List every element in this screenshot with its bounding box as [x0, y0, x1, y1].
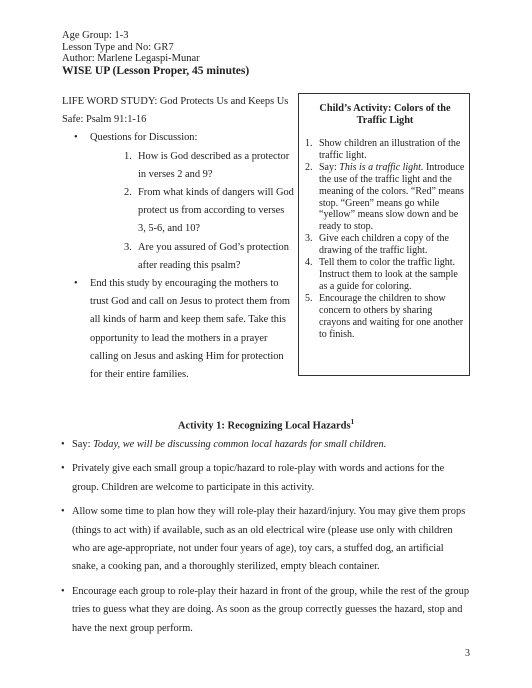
document-header — [62, 30, 249, 78]
question-item: 3. Are you assured of God’s protection after reading this psalm? — [124, 241, 289, 271]
questions-list — [90, 148, 294, 275]
activity1-list — [62, 436, 470, 644]
childs-activity-title: Child’s Activity: Colors of the Traffic Light — [319, 103, 451, 126]
step-item: 1. Show children an illustration of the traffic light. — [305, 138, 461, 161]
life-word-study — [62, 93, 294, 384]
questions-label: Questions for Discussion: — [90, 132, 198, 144]
closing-bullet: • End this study by encouraging the mothers to trust God and call on Jesus to protect them from all kinds of harm and keep them safe. Take this opportunity to lead the mothers in a prayer calling on Jesus and asking Him for protection for their entire families. — [62, 275, 294, 384]
activity1-title: Activity 1: Recognizing Local Hazards$^1$ — [177, 418, 355, 432]
step-item: 3. Give each children a copy of the drawing of the traffic light. — [305, 233, 449, 257]
questions-bullet — [62, 129, 294, 275]
step-item: 5. Encourage the children to show concern to others by sharing crayons and waiting for one another to finish. — [305, 292, 464, 340]
step-item: 4. Tell them to color the traffic light. Instruct them to look at the sample as a guide for coloring. — [305, 257, 458, 292]
footnote-mark: 1 — [350, 418, 355, 426]
page-number: 3 — [465, 648, 470, 659]
activity1-item: • Say: Today, we will be discussing common local hazards for small children. — [62, 436, 470, 454]
life-word-intro: LIFE WORD STUDY: God Protects Us and Keeps Us Safe: Psalm 91:1-16 — [62, 96, 289, 126]
age-group: Age Group: 1-3 — [62, 30, 129, 41]
author: Author: Marlene Legaspi-Munar — [62, 53, 200, 64]
activity1-item: • Privately give each small group a topic/hazard to role-play with words and actions for the group. Children are welcome to participate in this activity. — [62, 460, 470, 497]
lesson-type: Lesson Type and No: GR7 — [62, 41, 174, 53]
activity1-item: • Encourage each group to role-play their hazard in front of the group, while the rest of the group tries to guess what they are doing. As soon as the group correctly guesses the hazard, stop and have the next group perform. — [62, 583, 470, 638]
activity1-item: • Allow some time to plan how they will role-play their hazard/injury. You may give them props (things to act with) if available, such as an old electrical wire (please use only with children who are age-appropriate, not under four years of age), toy cars, a stuffed dog, an artificial snake, a cooking pan, and a thoroughly sterilized, empty bleach container. — [62, 503, 470, 577]
step-item: 2. Say: This is a traffic light. Introduce the use of the traffic light and the meaning of the colors. “Red” means stop. “Green” means go while “yellow” means slow down and be ready to stop. — [305, 161, 465, 233]
question-item: 1. How is God described as a protector in verses 2 and 9? — [124, 150, 290, 180]
section-title: WISE UP (Lesson Proper, 45 minutes) — [62, 64, 250, 77]
question-item: 2. From what kinds of dangers will God protect us from according to verses 3, 5-6, and 10? — [124, 187, 294, 235]
childs-activity-steps — [305, 138, 465, 340]
childs-activity-box — [298, 93, 470, 376]
